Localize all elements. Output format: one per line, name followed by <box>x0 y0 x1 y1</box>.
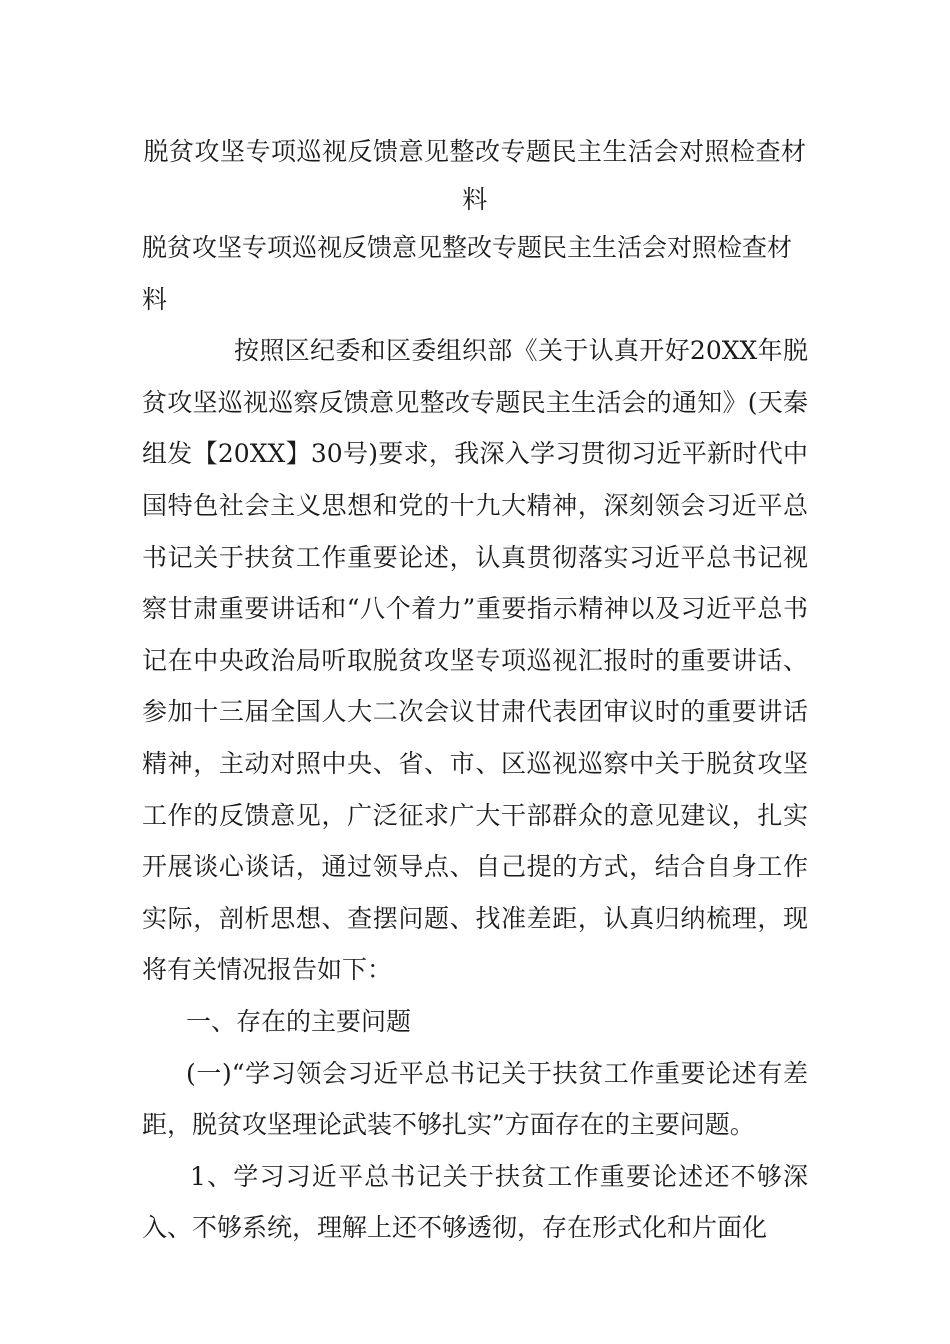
body-paragraph-intro: 按照区纪委和区委组织部《关于认真开好20XX年脱贫攻坚巡视巡察反馈意见整改专题民主生活会的通知》(天秦组发【20XX】30号)要求，我深入学习贯彻习近平新时代中国特色社会主义思想和党的十九大精神，深刻领会习近平总书记关于扶贫工作重要论述，认真贯彻落实习近平总书记视察甘肃重要讲话和“八个着力”重要指示精神以及习近平总书记在中央政治局听取脱贫攻坚专项巡视汇报时的重要讲话、参加十三届全国人大二次会议甘肃代表团审议时的重要讲话精神，主动对照中央、省、市、区巡视巡察中关于脱贫攻坚工作的反馈意见，广泛征求广大干部群众的意见建议，扎实开展谈心谈话，通过领导点、自己提的方式，结合自身工作实际，剖析思想、查摆问题、找准差距，认真归纳梳理，现将有关情况报告如下： <box>142 336 808 985</box>
document-title: 脱贫攻坚专项巡视反馈意见整改专题民主生活会对照检查材料 <box>143 137 807 214</box>
section-heading-problems: 一、存在的主要问题 <box>186 1006 412 1036</box>
subsection-heading-1: (一)“学习领会习近平总书记关于扶贫工作重要论述有差距，脱贫攻坚理论武装不够扎实”方面存在的主要问题。 <box>142 1058 808 1140</box>
list-item-1: 1、学习习近平总书记关于扶贫工作重要论述还不够深入、不够系统，理解上还不够透彻，存在形式化和片面化 <box>142 1161 808 1243</box>
document-subtitle: 脱贫攻坚专项巡视反馈意见整改专题民主生活会对照检查材料 <box>142 233 793 314</box>
document-body <box>142 222 808 1254</box>
